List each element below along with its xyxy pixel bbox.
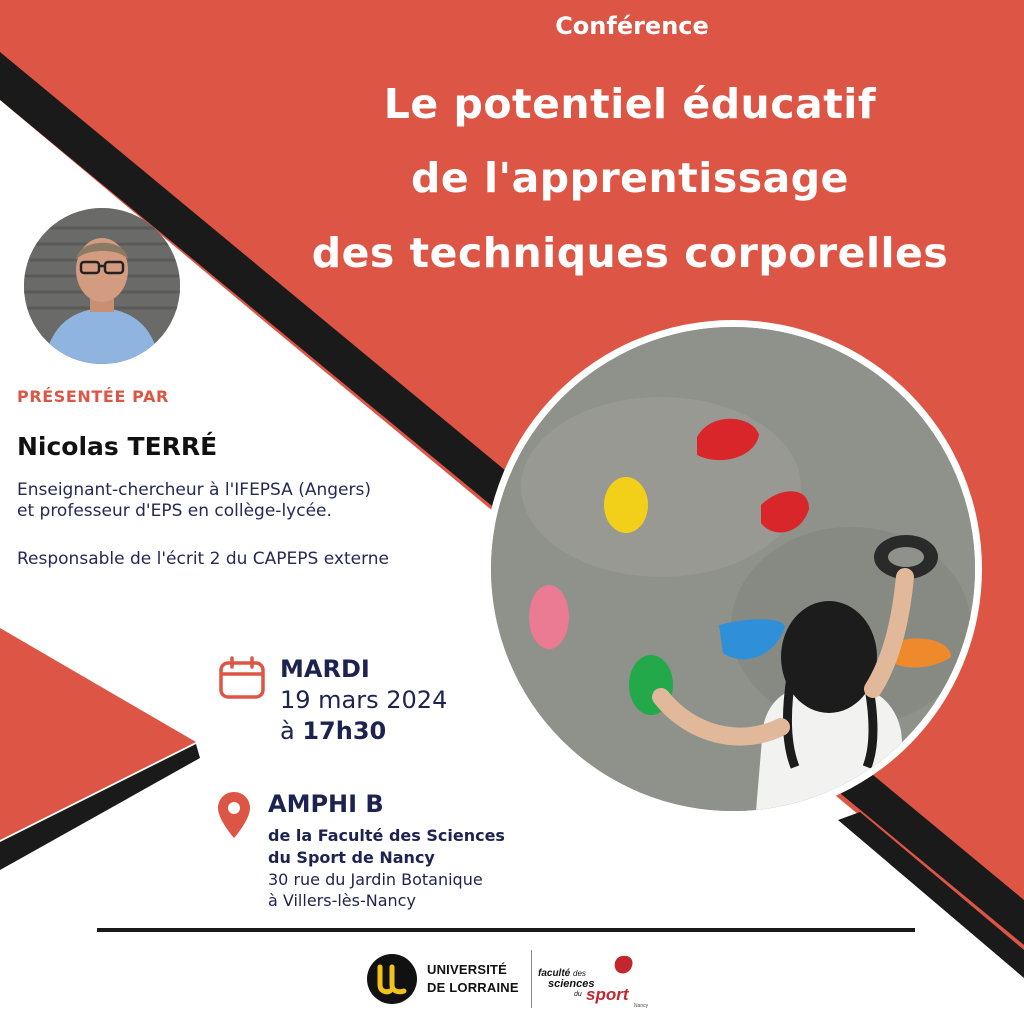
title-line-2: de l'apprentissage [411,154,849,202]
address-line-1: 30 rue du Jardin Botanique [268,870,483,889]
event-time [280,717,386,745]
venue-name: AMPHI B [268,790,384,818]
event-time-value: 17h30 [302,717,387,745]
event-type-label: Conférence [555,12,709,40]
speaker-role-line-1: Enseignant-chercheur à l'IFEPSA (Angers) [17,480,371,500]
logo-separator [531,950,532,1008]
title-line-3: des techniques corporelles [311,229,949,277]
location-pin-icon [216,790,252,840]
university-name-line-2: DE LORRAINE [427,980,519,995]
speaker-name: Nicolas TERRÉ [17,432,218,461]
svg-text:faculté des: faculté des [538,968,586,979]
climbing-photo [484,320,982,818]
universite-de-lorraine-logo-icon [366,953,418,1005]
address-line-2: à Villers-lès-Nancy [268,891,416,910]
faculty-line-2: du Sport de Nancy [268,848,435,867]
event-date: 19 mars 2024 [280,686,448,714]
footer-divider [97,928,915,932]
speaker-responsibility: Responsable de l'écrit 2 du CAPEPS externe [17,549,390,569]
svg-text:sport: sport [586,985,629,1004]
university-name-line-1: UNIVERSITÉ [427,962,508,977]
faculty-line-1: de la Faculté des Sciences [268,826,505,845]
event-time-prefix: à [280,717,303,745]
svg-text:Nancy: Nancy [634,1003,649,1008]
svg-text:sciences: sciences [548,978,595,990]
presented-by-label: PRÉSENTÉE PAR [17,387,169,406]
speaker-avatar [24,208,180,364]
faculte-sciences-sport-logo [538,952,650,1008]
calendar-icon [218,656,266,700]
title-line-1: Le potentiel éducatif [383,80,877,128]
speaker-role-line-2: et professeur d'EPS en collège-lycée. [17,501,332,521]
speaker-role [17,480,487,522]
svg-text:du: du [574,991,582,998]
event-day: MARDI [280,655,370,683]
